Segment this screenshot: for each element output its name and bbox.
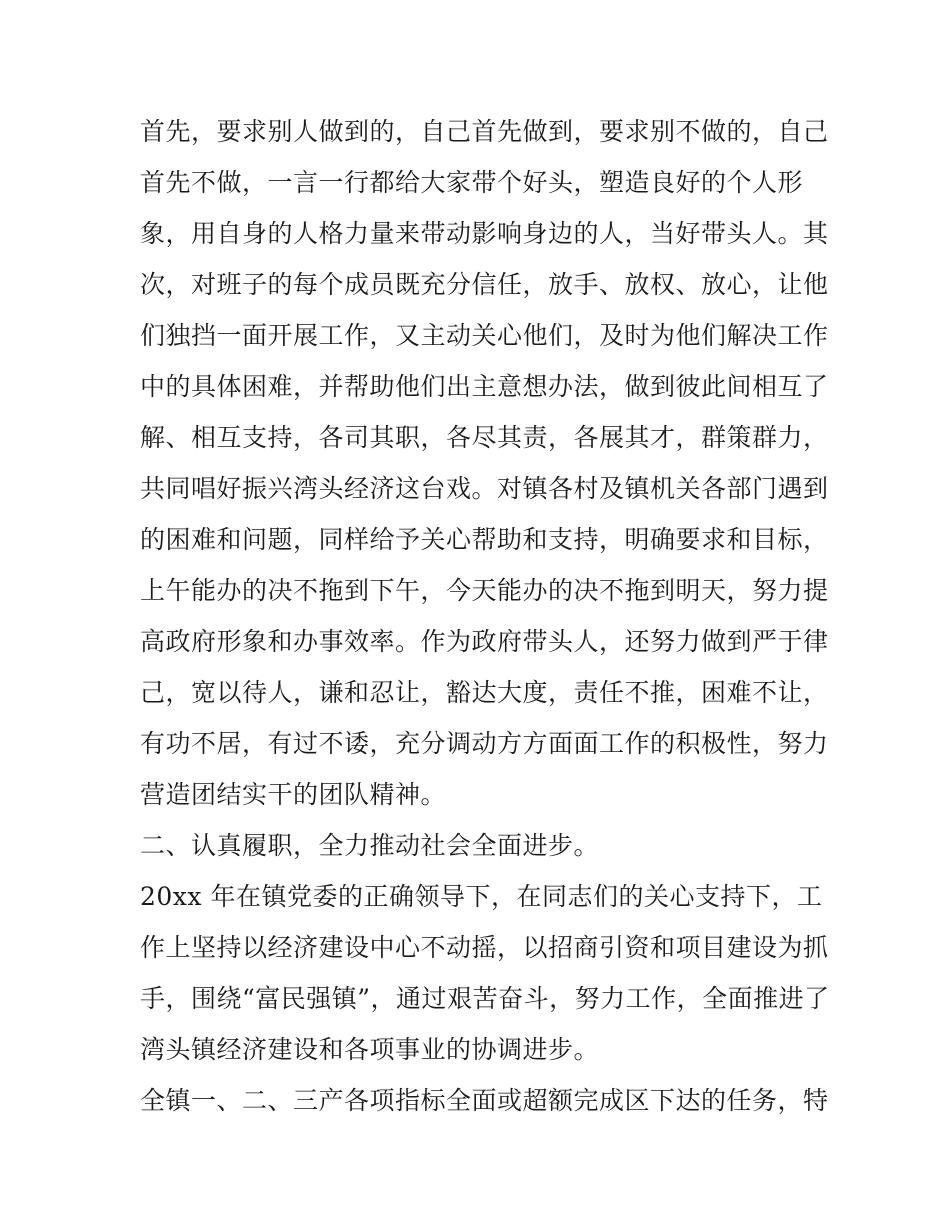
text-line: 湾头镇经济建设和各项事业的协调进步。 <box>140 1035 600 1064</box>
text-line: 首先不做，一言一行都给大家带个好头，塑造良好的个人形 <box>140 168 804 197</box>
text-line: 全镇一、二、三产各项指标全面或超额完成区下达的任务，特 <box>140 1086 829 1115</box>
text-line: 上午能办的决不拖到下午，今天能办的决不拖到明天，努力提 <box>140 576 829 605</box>
text-line: 中的具体困难，并帮助他们出主意想办法，做到彼此间相互了 <box>140 372 829 401</box>
text-line: 解、相互支持，各司其职，各尽其责，各展其才，群策群力， <box>140 423 829 452</box>
text-line: 20xx 年在镇党委的正确领导下，在同志们的关心支持下，工 <box>140 882 823 911</box>
text-line: 有功不居，有过不诿，充分调动方方面面工作的积极性，努力 <box>140 729 829 758</box>
text-line: 的困难和问题，同样给予关心帮助和支持，明确要求和目标， <box>140 525 829 554</box>
text-line: 己，宽以待人，谦和忍让，豁达大度，责任不推，困难不让， <box>140 678 829 707</box>
body-text <box>140 106 830 1126</box>
text-line: 次，对班子的每个成员既充分信任，放手、放权、放心，让他 <box>140 270 829 299</box>
text-line: 手，围绕“富民强镇”，通过艰苦奋斗，努力工作，全面推进了 <box>140 984 830 1013</box>
text-line: 首先，要求别人做到的，自己首先做到，要求别不做的，自己 <box>140 117 829 146</box>
text-line: 象，用自身的人格力量来带动影响身边的人，当好带头人。其 <box>140 219 829 248</box>
text-line: 高政府形象和办事效率。作为政府带头人，还努力做到严于律 <box>140 627 829 656</box>
text-line: 营造团结实干的团队精神。 <box>140 780 447 809</box>
section-heading: 二、认真履职，全力推动社会全面进步。 <box>140 831 600 860</box>
text-line: 们独挡一面开展工作，又主动关心他们，及时为他们解决工作 <box>140 321 829 350</box>
text-line: 共同唱好振兴湾头经济这台戏。对镇各村及镇机关各部门遇到 <box>140 474 829 503</box>
text-line: 作上坚持以经济建设中心不动摇，以招商引资和项目建设为抓 <box>140 933 829 962</box>
